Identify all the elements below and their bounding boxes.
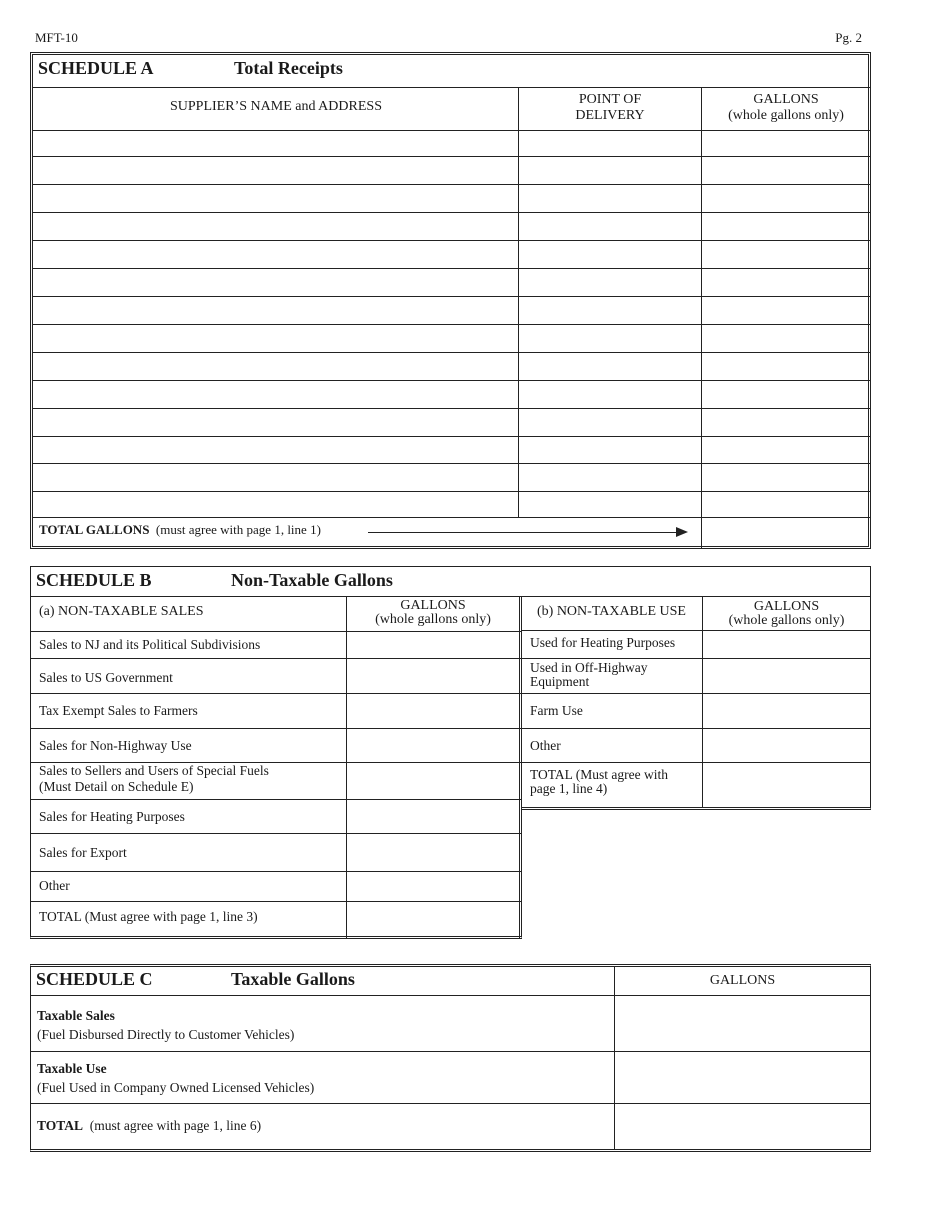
non-taxable-sales-header: (a) NON-TAXABLE SALES xyxy=(39,604,204,619)
schedule-a-row-line xyxy=(32,352,870,353)
use-total-line1: TOTAL (Must agree with xyxy=(530,767,669,782)
use-gallons-line2: (whole gallons only) xyxy=(728,613,845,628)
total-gallons-note: (must agree with page 1, line 1) xyxy=(155,522,321,537)
schedule-a-row-line xyxy=(32,184,870,185)
use-off-highway-line2: Equipment xyxy=(530,674,590,689)
use-heating: Used for Heating Purposes xyxy=(530,635,676,650)
taxable-use xyxy=(37,1059,314,1097)
schedule-c-title: Taxable Gallons xyxy=(231,969,355,989)
arrow-line xyxy=(368,532,678,533)
sales-special-fuels xyxy=(39,763,269,795)
use-gallons-header xyxy=(703,600,870,628)
schedule-a-row-line xyxy=(32,380,870,381)
schedule-c-row-line xyxy=(31,1103,870,1104)
schedule-a-row-line xyxy=(32,491,870,492)
use-total-line2: page 1, line 4) xyxy=(530,781,608,796)
arrow-right-icon xyxy=(676,527,688,537)
schedule-b-label: SCHEDULE B xyxy=(36,570,152,590)
use-total xyxy=(530,768,668,796)
taxable-sales xyxy=(37,1006,294,1044)
sales-nj-political: Sales to NJ and its Political Subdivisions xyxy=(39,637,261,652)
gallons-header-line2: (whole gallons only) xyxy=(728,108,844,123)
sales-gallons-header xyxy=(347,599,519,627)
sales-farmers: Tax Exempt Sales to Farmers xyxy=(39,703,198,718)
use-row-line xyxy=(522,762,870,763)
point-header-line2: DELIVERY xyxy=(575,108,645,123)
gallons-column-header xyxy=(702,92,870,124)
page-number: Pg. 2 xyxy=(835,30,862,45)
use-off-highway-line1: Used in Off-Highway xyxy=(530,660,648,675)
schedule-a-row-line xyxy=(32,408,870,409)
use-row-line xyxy=(522,658,870,659)
schedule-c-label: SCHEDULE C xyxy=(36,969,153,989)
schedule-a-label: SCHEDULE A xyxy=(38,58,154,78)
sales-export: Sales for Export xyxy=(39,845,127,860)
point-column-header xyxy=(519,92,701,124)
sales-special-fuels-line2: (Must Detail on Schedule E) xyxy=(39,779,194,794)
sales-row-line xyxy=(31,728,521,729)
schedule-b-header-box xyxy=(30,566,871,597)
sales-gallons-line1: GALLONS xyxy=(400,598,466,613)
sales-row-line xyxy=(31,871,521,872)
use-gallons-line1: GALLONS xyxy=(753,599,820,614)
schedule-a-row-line xyxy=(32,130,870,131)
taxable-use-label: Taxable Use xyxy=(37,1061,107,1076)
schedule-c-gallons-header: GALLONS xyxy=(709,973,776,988)
supplier-column-header: SUPPLIER’S NAME and ADDRESS xyxy=(170,99,382,114)
sales-total: TOTAL (Must agree with page 1, line 3) xyxy=(39,909,258,924)
schedule-a-row-line xyxy=(32,436,870,437)
use-off-highway xyxy=(530,661,647,689)
sales-row-line xyxy=(31,833,521,834)
sales-row-line xyxy=(31,658,521,659)
schedule-a-col-line xyxy=(518,87,519,517)
schedule-a-table xyxy=(30,52,871,549)
sales-col-line xyxy=(346,596,347,939)
schedule-a-row-line xyxy=(32,296,870,297)
non-taxable-use-header: (b) NON-TAXABLE USE xyxy=(537,604,686,619)
sales-col-line-inner xyxy=(519,596,520,939)
schedule-c-total xyxy=(37,1118,261,1134)
schedule-a-row-line xyxy=(32,240,870,241)
schedule-c-row-line xyxy=(31,1051,870,1052)
schedule-a-row-line xyxy=(32,156,870,157)
schedule-a-divider xyxy=(32,87,870,88)
use-farm: Farm Use xyxy=(530,703,583,718)
total-gallons-bold: TOTAL GALLONS xyxy=(39,522,150,537)
sales-row-line xyxy=(31,799,521,800)
schedule-a-row-line xyxy=(32,517,870,518)
sales-other: Other xyxy=(39,878,70,893)
schedule-a-row-line xyxy=(32,268,870,269)
sales-row-line xyxy=(31,693,521,694)
sales-row-line xyxy=(31,901,521,902)
taxable-sales-note: (Fuel Disbursed Directly to Customer Vehicles) xyxy=(37,1027,295,1042)
sales-us-government: Sales to US Government xyxy=(39,670,173,685)
sales-row-line xyxy=(31,631,521,632)
form-id: MFT-10 xyxy=(35,30,78,45)
sales-special-fuels-line1: Sales to Sellers and Users of Special Fuels xyxy=(39,763,269,778)
sales-heating: Sales for Heating Purposes xyxy=(39,809,185,824)
schedule-a-row-line xyxy=(32,463,870,464)
schedule-c-total-note: (must agree with page 1, line 6) xyxy=(89,1118,262,1133)
schedule-a-title: Total Receipts xyxy=(234,58,343,78)
use-row-line xyxy=(522,728,870,729)
gallons-header-line1: GALLONS xyxy=(753,92,819,107)
sales-non-highway: Sales for Non-Highway Use xyxy=(39,738,192,753)
schedule-a-row-line xyxy=(32,212,870,213)
use-row-line xyxy=(522,693,870,694)
taxable-sales-label: Taxable Sales xyxy=(37,1008,115,1023)
total-gallons-label xyxy=(39,522,321,538)
schedule-c-row-line xyxy=(31,995,870,996)
sales-gallons-line2: (whole gallons only) xyxy=(375,612,491,627)
schedule-c-total-label: TOTAL xyxy=(37,1118,84,1133)
use-other: Other xyxy=(530,738,561,753)
use-row-line xyxy=(522,630,870,631)
schedule-b-title: Non-Taxable Gallons xyxy=(231,570,393,590)
taxable-use-note: (Fuel Used in Company Owned Licensed Vehicles) xyxy=(37,1080,315,1095)
point-header-line1: POINT OF xyxy=(578,92,642,107)
schedule-a-row-line xyxy=(32,324,870,325)
